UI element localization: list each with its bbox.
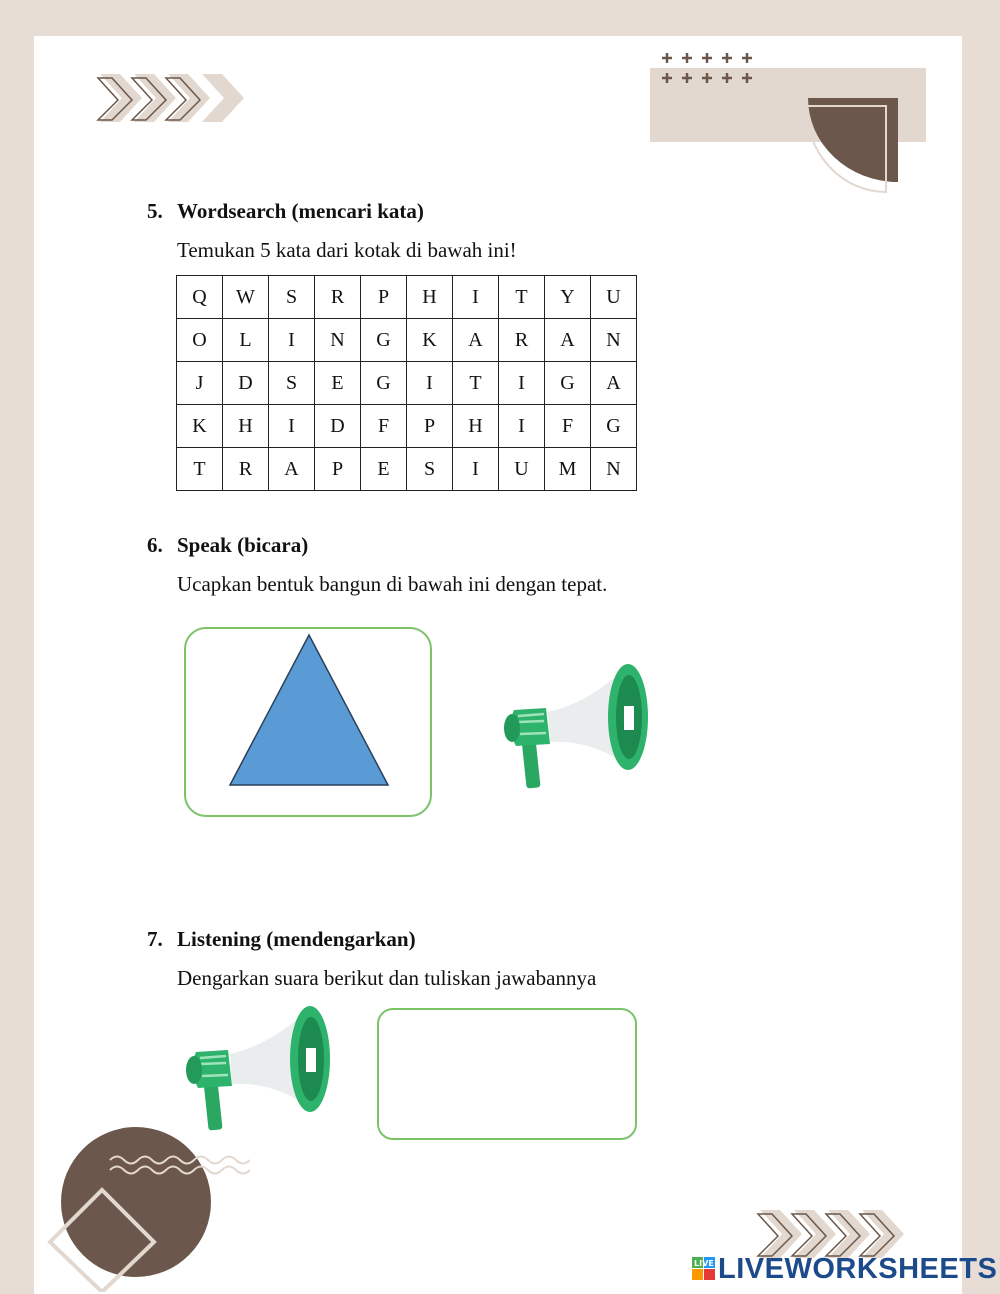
- question-6-number: 6.: [147, 533, 163, 557]
- grid-cell[interactable]: G: [361, 362, 407, 405]
- shape-box: [184, 627, 432, 817]
- grid-row: [177, 448, 637, 491]
- answer-input-box[interactable]: [377, 1008, 637, 1140]
- grid-cell[interactable]: Y: [545, 276, 591, 319]
- grid-cell[interactable]: W: [223, 276, 269, 319]
- grid-cell[interactable]: T: [177, 448, 223, 491]
- question-5-instruction: Temukan 5 kata dari kotak di bawah ini!: [177, 238, 517, 262]
- grid-cell[interactable]: E: [361, 448, 407, 491]
- grid-cell[interactable]: G: [545, 362, 591, 405]
- grid-cell[interactable]: D: [315, 405, 361, 448]
- logo-badge-text: LIVE: [694, 1259, 714, 1268]
- triangle-shape: [228, 633, 390, 789]
- grid-cell[interactable]: P: [361, 276, 407, 319]
- liveworksheets-logo[interactable]: [692, 1254, 997, 1284]
- grid-cell[interactable]: I: [269, 405, 315, 448]
- question-7-number: 7.: [147, 927, 163, 951]
- question-7-title: Listening (mendengarkan): [177, 927, 416, 951]
- grid-cell[interactable]: E: [315, 362, 361, 405]
- question-5-title: Wordsearch (mencari kata): [177, 199, 424, 223]
- circle-decoration: [40, 1124, 250, 1292]
- question-6-title: Speak (bicara): [177, 533, 309, 557]
- grid-cell[interactable]: Q: [177, 276, 223, 319]
- logo-badge-icon: [692, 1257, 716, 1281]
- grid-cell[interactable]: R: [315, 276, 361, 319]
- grid-cell[interactable]: G: [591, 405, 637, 448]
- grid-cell[interactable]: H: [453, 405, 499, 448]
- grid-cell[interactable]: I: [453, 276, 499, 319]
- grid-cell[interactable]: K: [407, 319, 453, 362]
- grid-row: [177, 362, 637, 405]
- grid-cell[interactable]: T: [499, 276, 545, 319]
- grid-cell[interactable]: H: [223, 405, 269, 448]
- grid-cell[interactable]: F: [361, 405, 407, 448]
- question-5-number: 5.: [147, 199, 163, 223]
- question-6-instruction: Ucapkan bentuk bangun di bawah ini dengan tepat.: [177, 572, 608, 596]
- grid-cell[interactable]: A: [453, 319, 499, 362]
- grid-cell[interactable]: A: [545, 319, 591, 362]
- grid-cell[interactable]: S: [269, 362, 315, 405]
- grid-cell[interactable]: U: [499, 448, 545, 491]
- grid-row: [177, 276, 637, 319]
- grid-cell[interactable]: I: [407, 362, 453, 405]
- grid-cell[interactable]: N: [591, 448, 637, 491]
- grid-cell[interactable]: M: [545, 448, 591, 491]
- logo-text: LIVEWORKSHEETS: [718, 1252, 998, 1285]
- grid-row: [177, 319, 637, 362]
- grid-cell[interactable]: K: [177, 405, 223, 448]
- megaphone-icon[interactable]: [498, 660, 654, 792]
- grid-cell[interactable]: H: [407, 276, 453, 319]
- grid-cell[interactable]: P: [315, 448, 361, 491]
- chevrons-decoration: [96, 72, 248, 124]
- grid-cell[interactable]: S: [269, 276, 315, 319]
- grid-cell[interactable]: D: [223, 362, 269, 405]
- grid-cell[interactable]: J: [177, 362, 223, 405]
- grid-cell[interactable]: R: [223, 448, 269, 491]
- megaphone-audio-button[interactable]: [180, 1002, 336, 1134]
- grid-cell[interactable]: N: [591, 319, 637, 362]
- grid-cell[interactable]: I: [453, 448, 499, 491]
- grid-cell[interactable]: S: [407, 448, 453, 491]
- grid-cell[interactable]: R: [499, 319, 545, 362]
- grid-cell[interactable]: T: [453, 362, 499, 405]
- corner-decoration: [648, 48, 930, 196]
- grid-cell[interactable]: A: [269, 448, 315, 491]
- grid-cell[interactable]: P: [407, 405, 453, 448]
- grid-cell[interactable]: O: [177, 319, 223, 362]
- grid-cell[interactable]: N: [315, 319, 361, 362]
- grid-cell[interactable]: I: [499, 405, 545, 448]
- question-7-instruction: Dengarkan suara berikut dan tuliskan jawabannya: [177, 966, 597, 990]
- grid-cell[interactable]: G: [361, 319, 407, 362]
- grid-cell[interactable]: I: [499, 362, 545, 405]
- grid-cell[interactable]: I: [269, 319, 315, 362]
- grid-cell[interactable]: A: [591, 362, 637, 405]
- wordsearch-grid: [176, 275, 637, 491]
- grid-cell[interactable]: F: [545, 405, 591, 448]
- grid-row: [177, 405, 637, 448]
- grid-cell[interactable]: U: [591, 276, 637, 319]
- grid-cell[interactable]: L: [223, 319, 269, 362]
